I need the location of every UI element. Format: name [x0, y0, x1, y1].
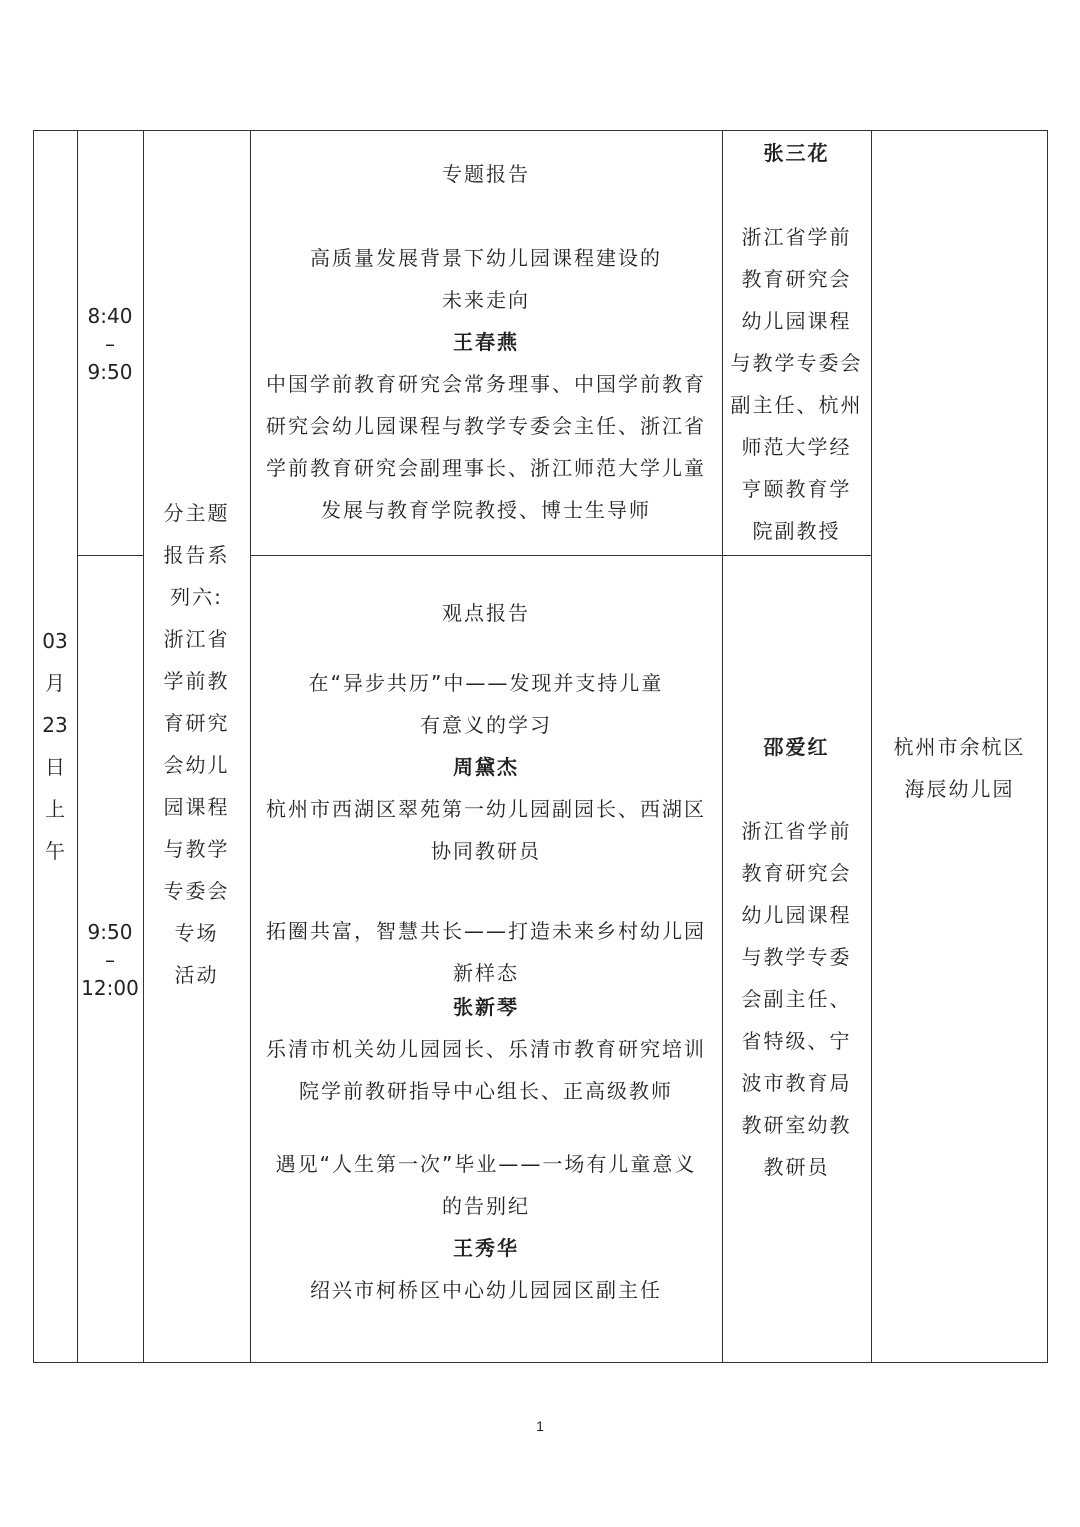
time-separator: –: [105, 948, 115, 972]
topic-line: 新样态: [453, 961, 519, 985]
time-end: 9:50: [87, 360, 133, 384]
speaker-title-line: 协同教研员: [431, 839, 541, 863]
session-title-line: 专场: [174, 921, 219, 945]
speaker-title-line: 研究会幼儿园课程与教学专委会主任、浙江省: [266, 414, 706, 438]
venue-cell: [871, 726, 1048, 810]
slot1-content: [250, 153, 722, 531]
session-title-line: 园课程: [163, 795, 230, 819]
speaker-title-line: 乐清市机关幼儿园园长、乐清市教育研究培训: [266, 1037, 706, 1061]
speaker-name: 周黛杰: [453, 755, 519, 779]
time-start: 8:40: [87, 304, 133, 328]
host-title-line: 副主任、杭州: [730, 393, 863, 417]
topic-line: 遇见“人生第一次”毕业——一场有儿童意义: [275, 1152, 697, 1176]
host-title-line: 教研室幼教: [741, 1113, 852, 1137]
topic-line: 高质量发展背景下幼儿园课程建设的: [310, 246, 662, 270]
topic-line: 有意义的学习: [420, 713, 552, 737]
host-title-line: 教研员: [763, 1155, 830, 1179]
host-title-line: 浙江省学前: [741, 819, 852, 843]
date-part: 23: [42, 713, 68, 737]
speaker-title-line: 绍兴市柯桥区中心幼儿园园区副主任: [310, 1278, 662, 1302]
report-heading: 专题报告: [442, 162, 530, 186]
speaker-title-line: 中国学前教育研究会常务理事、中国学前教育: [266, 372, 706, 396]
date-part: 上: [45, 797, 65, 821]
host-title-line: 波市教育局: [741, 1071, 852, 1095]
slot2-time: [77, 918, 143, 1002]
speaker-name: 王秀华: [453, 1236, 519, 1260]
slot1-time: [77, 302, 143, 386]
date-part: 日: [45, 755, 65, 779]
speaker-title-line: 院学前教研指导中心组长、正高级教师: [299, 1079, 673, 1103]
session-title-line: 列六:: [170, 585, 223, 609]
slot2-heading-block: [250, 592, 722, 634]
host-title-line: 亨颐教育学: [741, 477, 852, 501]
host-name: 张三花: [763, 141, 830, 165]
slot2-host: [722, 726, 871, 1188]
speaker-title-line: 杭州市西湖区翠苑第一幼儿园副园长、西湖区: [266, 797, 706, 821]
date-part: 03: [42, 629, 68, 653]
session-title-line: 学前教: [163, 669, 230, 693]
speaker-title-line: 学前教育研究会副理事长、浙江师范大学儿童: [266, 456, 706, 480]
talk-3: [250, 1143, 722, 1311]
host-title-line: 省特级、宁: [741, 1029, 852, 1053]
host-title-line: 教育研究会: [741, 861, 852, 885]
time-end: 12:00: [81, 976, 139, 1000]
venue-line: 杭州市余杭区: [893, 735, 1026, 759]
date-part: 午: [45, 839, 65, 863]
talk-2: [250, 910, 722, 1112]
time-start: 9:50: [87, 920, 133, 944]
row-divider-time: [77, 555, 143, 556]
date-part: 月: [45, 671, 65, 695]
venue-line: 海辰幼儿园: [904, 777, 1015, 801]
report-heading: 观点报告: [442, 601, 530, 625]
row-divider-content: [250, 555, 871, 556]
slot1-host: [722, 132, 871, 552]
page-number: 1: [536, 1418, 544, 1434]
host-title-line: 幼儿园课程: [741, 309, 852, 333]
topic-line: 的告别纪: [442, 1194, 530, 1218]
speaker-name: 王春燕: [453, 330, 519, 354]
session-title-cell: [143, 492, 250, 996]
host-title-line: 师范大学经: [741, 435, 852, 459]
host-title-line: 院副教授: [752, 519, 841, 543]
session-title-line: 活动: [174, 963, 219, 987]
date-cell: [33, 620, 77, 872]
host-title-line: 幼儿园课程: [741, 903, 852, 927]
speaker-name: 张新琴: [453, 995, 519, 1019]
talk-1: [250, 662, 722, 872]
host-title-line: 教育研究会: [741, 267, 852, 291]
session-title-line: 专委会: [163, 879, 230, 903]
time-separator: –: [105, 332, 115, 356]
host-title-line: 会副主任、: [741, 987, 852, 1011]
session-title-line: 浙江省: [163, 627, 230, 651]
host-title-line: 与教学专委会: [730, 351, 863, 375]
session-title-line: 与教学: [163, 837, 230, 861]
topic-line: 拓圈共富，智慧共长——打造未来乡村幼儿园: [266, 919, 706, 943]
topic-line: 未来走向: [442, 288, 530, 312]
host-title-line: 与教学专委: [741, 945, 852, 969]
host-title-line: 浙江省学前: [741, 225, 852, 249]
session-title-line: 报告系: [163, 543, 230, 567]
topic-line: 在“异步共历”中——发现并支持儿童: [308, 671, 664, 695]
session-title-line: 育研究: [163, 711, 230, 735]
session-title-line: 分主题: [163, 501, 230, 525]
session-title-line: 会幼儿: [163, 753, 230, 777]
host-name: 邵爱红: [763, 735, 830, 759]
speaker-title-line: 发展与教育学院教授、博士生导师: [321, 498, 651, 522]
